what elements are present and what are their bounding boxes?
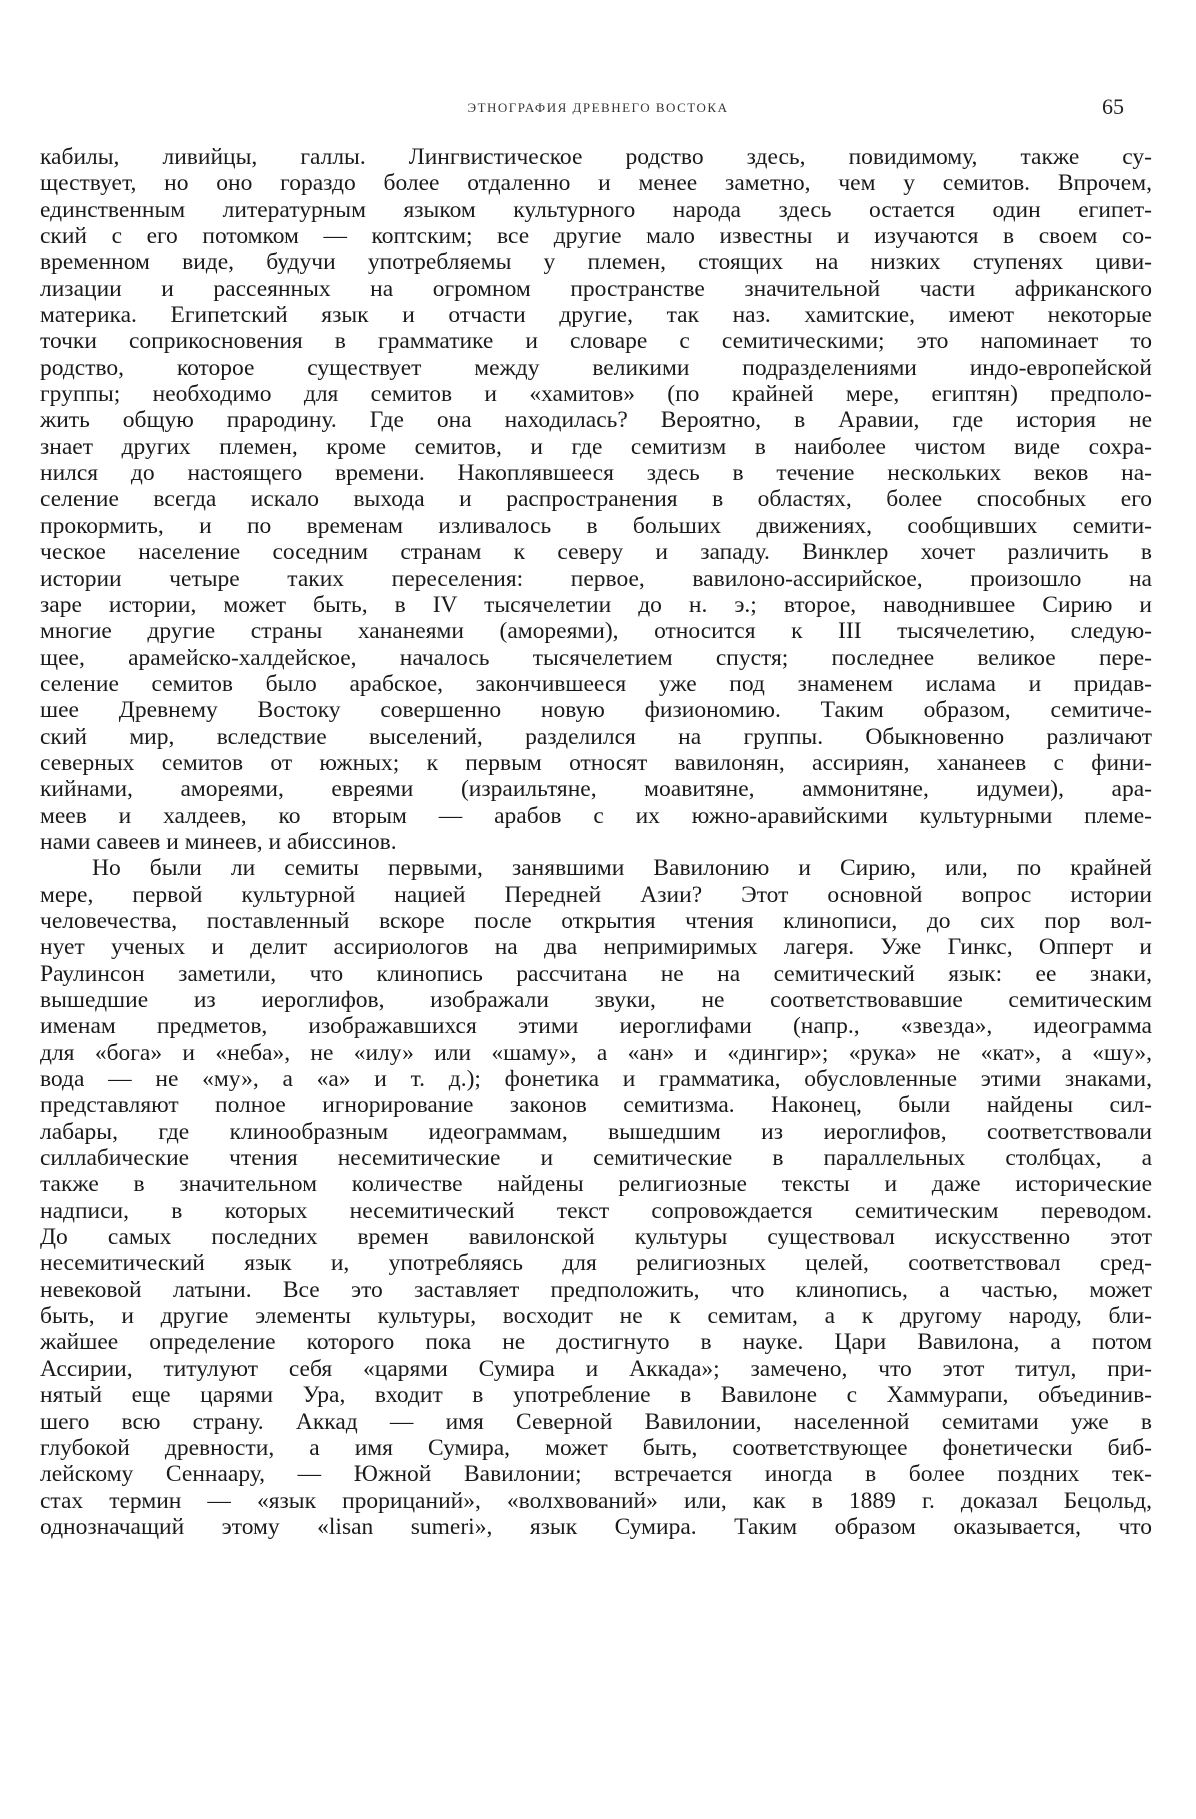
text-line: До самых последних времен вавилонской культуры существовал искусственно этот: [40, 1224, 1152, 1251]
text-line: временном виде, будучи употребляемы у племен, стоящих на низких ступенях циви-: [40, 249, 1152, 276]
text-line: ческое население соседним странам к северу и западу. Винклер хочет различить в: [40, 539, 1152, 566]
text-line: единственным литературным языком культурного народа здесь остается один египет-: [40, 196, 1152, 223]
text-line: лейскому Сеннаару, — Южной Вавилонии; встречается иногда в более поздних тек-: [40, 1461, 1152, 1488]
text-line: Но были ли семиты первыми, занявшими Вавилонию и Сирию, или, по крайней: [92, 855, 1152, 882]
text-line: многие другие страны хананеями (амореями), относится к III тысячелетию, следую-: [40, 618, 1152, 645]
text-line: материка. Египетский язык и отчасти другие, так наз. хамитские, имеют некоторые: [40, 302, 1152, 329]
text-line: нами савеев и минеев, и абиссинов.: [40, 828, 397, 855]
text-line: жить общую прародину. Где она находилась? Вероятно, в Аравии, где история не: [40, 407, 1152, 434]
text-line: стах термин — «язык прорицаний», «волхвований» или, как в 1889 г. доказал Бецольд,: [40, 1487, 1152, 1514]
text-line: ществует, но оно гораздо более отдаленно и менее заметно, чем у семитов. Впрочем,: [40, 170, 1152, 197]
text-line: шего всю страну. Аккад — имя Северной Вавилонии, населенной семитами уже в: [40, 1408, 1152, 1435]
text-line: заре истории, может быть, в IV тысячелетии до н. э.; второе, наводнившее Сирию и: [40, 591, 1152, 618]
text-line: лизации и рассеянных на огромном пространстве значительной части африканского: [40, 275, 1152, 302]
text-line: также в значительном количестве найдены религиозные тексты и даже исторические: [40, 1171, 1152, 1198]
text-line: нился до настоящего времени. Накоплявшееся здесь в течение нескольких веков на-: [40, 460, 1152, 487]
text-line: меев и халдеев, ко вторым — арабов с их южно-аравийскими культурными племе-: [40, 802, 1152, 829]
text-line: именам предметов, изображавшихся этими иероглифами (напр., «звезда», идеограмма: [40, 1013, 1152, 1040]
text-line: шее Древнему Востоку совершенно новую физиономию. Таким образом, семитиче-: [40, 697, 1152, 724]
text-line: вышедшие из иероглифов, изображали звуки, не соответствовавшие семитическим: [40, 987, 1152, 1013]
text-line: для «бога» и «неба», не «илу» или «шаму», а «ан» и «дингир»; «рука» не «кат», а «шу»,: [40, 1039, 1152, 1066]
body-text: [40, 144, 1152, 1540]
text-line: щее, арамейско-халдейское, началось тысячелетием спустя; последнее великое пере-: [40, 644, 1152, 671]
text-line: глубокой древности, а имя Сумира, может быть, соответствующее фонетически биб-: [40, 1434, 1152, 1461]
text-line: селение всегда искало выхода и распространения в областях, более способных его: [40, 486, 1152, 513]
text-line: несемитический язык и, употребляясь для религиозных целей, соответствовал сред-: [40, 1250, 1152, 1277]
text-line: человечества, поставленный вскоре после открытия чтения клинописи, до сих пор вол-: [40, 907, 1152, 934]
text-line: лабары, где клинообразным идеограммам, вышедшим из иероглифов, соответствовали: [40, 1118, 1152, 1145]
text-line: силлабические чтения несемитические и семитические в параллельных столбцах, а: [40, 1145, 1152, 1172]
text-line: ский мир, вследствие выселений, разделился на группы. Обыкновенно различают: [40, 723, 1152, 750]
text-line: прокормить, и по временам изливалось в больших движениях, сообщивших семити-: [40, 512, 1152, 539]
text-line: нует ученых и делит ассириологов на два непримиримых лагеря. Уже Гинкс, Опперт и: [40, 934, 1152, 961]
text-line: северных семитов от южных; к первым относят вавилонян, ассириян, хананеев с фини-: [40, 749, 1152, 776]
text-line: истории четыре таких переселения: первое, вавилоно-ассирийское, произошло на: [40, 565, 1152, 592]
text-line: надписи, в которых несемитический текст сопровождается семитическим переводом.: [40, 1197, 1152, 1224]
text-line: родство, которое существует между великими подразделениями индо-европейской: [40, 354, 1152, 381]
page-number: 65: [1102, 94, 1124, 119]
text-line: жайшее определение которого пока не достигнуто в науке. Цари Вавилона, а потом: [40, 1329, 1152, 1356]
paragraph: [40, 144, 1152, 855]
running-head: [0, 94, 1196, 124]
text-line: кийнами, амореями, евреями (израильтяне, моавитяне, аммонитяне, идумеи), ара-: [40, 776, 1152, 803]
text-line: вода — не «му», а «а» и т. д.); фонетика и грамматика, обусловленные этими знаками,: [40, 1066, 1152, 1093]
text-line: Раулинсон заметили, что клинопись рассчитана не на семитический язык: ее знаки,: [40, 960, 1152, 987]
text-line: кабилы, ливийцы, галлы. Лингвистическое родство здесь, повидимому, также су-: [40, 144, 1152, 170]
running-title: ЭТНОГРАФИЯ ДРЕВНЕГО ВОСТОКА: [467, 100, 729, 115]
paragraph: [40, 855, 1152, 1540]
text-line: нятый еще царями Ура, входит в употребление в Вавилоне с Хаммурапи, объединив-: [40, 1382, 1152, 1409]
text-line: Ассирии, титулуют себя «царями Сумира и Аккада»; замечено, что этот титул, при-: [40, 1355, 1152, 1382]
text-line: знает других племен, кроме семитов, и где семитизм в наиболее чистом виде сохра-: [40, 433, 1152, 460]
text-line: представляют полное игнорирование законов семитизма. Наконец, были найдены сил-: [40, 1092, 1152, 1119]
text-line: мере, первой культурной нацией Передней Азии? Этот основной вопрос истории: [40, 881, 1152, 908]
text-line: быть, и другие элементы культуры, восходит не к семитам, а к другому народу, бли-: [40, 1303, 1152, 1330]
text-line: однозначащий этому «lisan sumeri», язык Сумира. Таким образом оказывается, что: [40, 1513, 1152, 1540]
text-line: невековой латыни. Все это заставляет предположить, что клинопись, а частью, может: [40, 1276, 1152, 1303]
text-line: группы; необходимо для семитов и «хамитов» (по крайней мере, египтян) предполо-: [40, 381, 1152, 408]
text-line: точки соприкосновения в грамматике и словаре с семитическими; это напоминает то: [40, 328, 1152, 355]
text-line: ский с его потомком — коптским; все другие мало известны и изучаются в своем со-: [40, 223, 1152, 250]
text-line: селение семитов было арабское, закончившееся уже под знаменем ислама и придав-: [40, 670, 1152, 697]
